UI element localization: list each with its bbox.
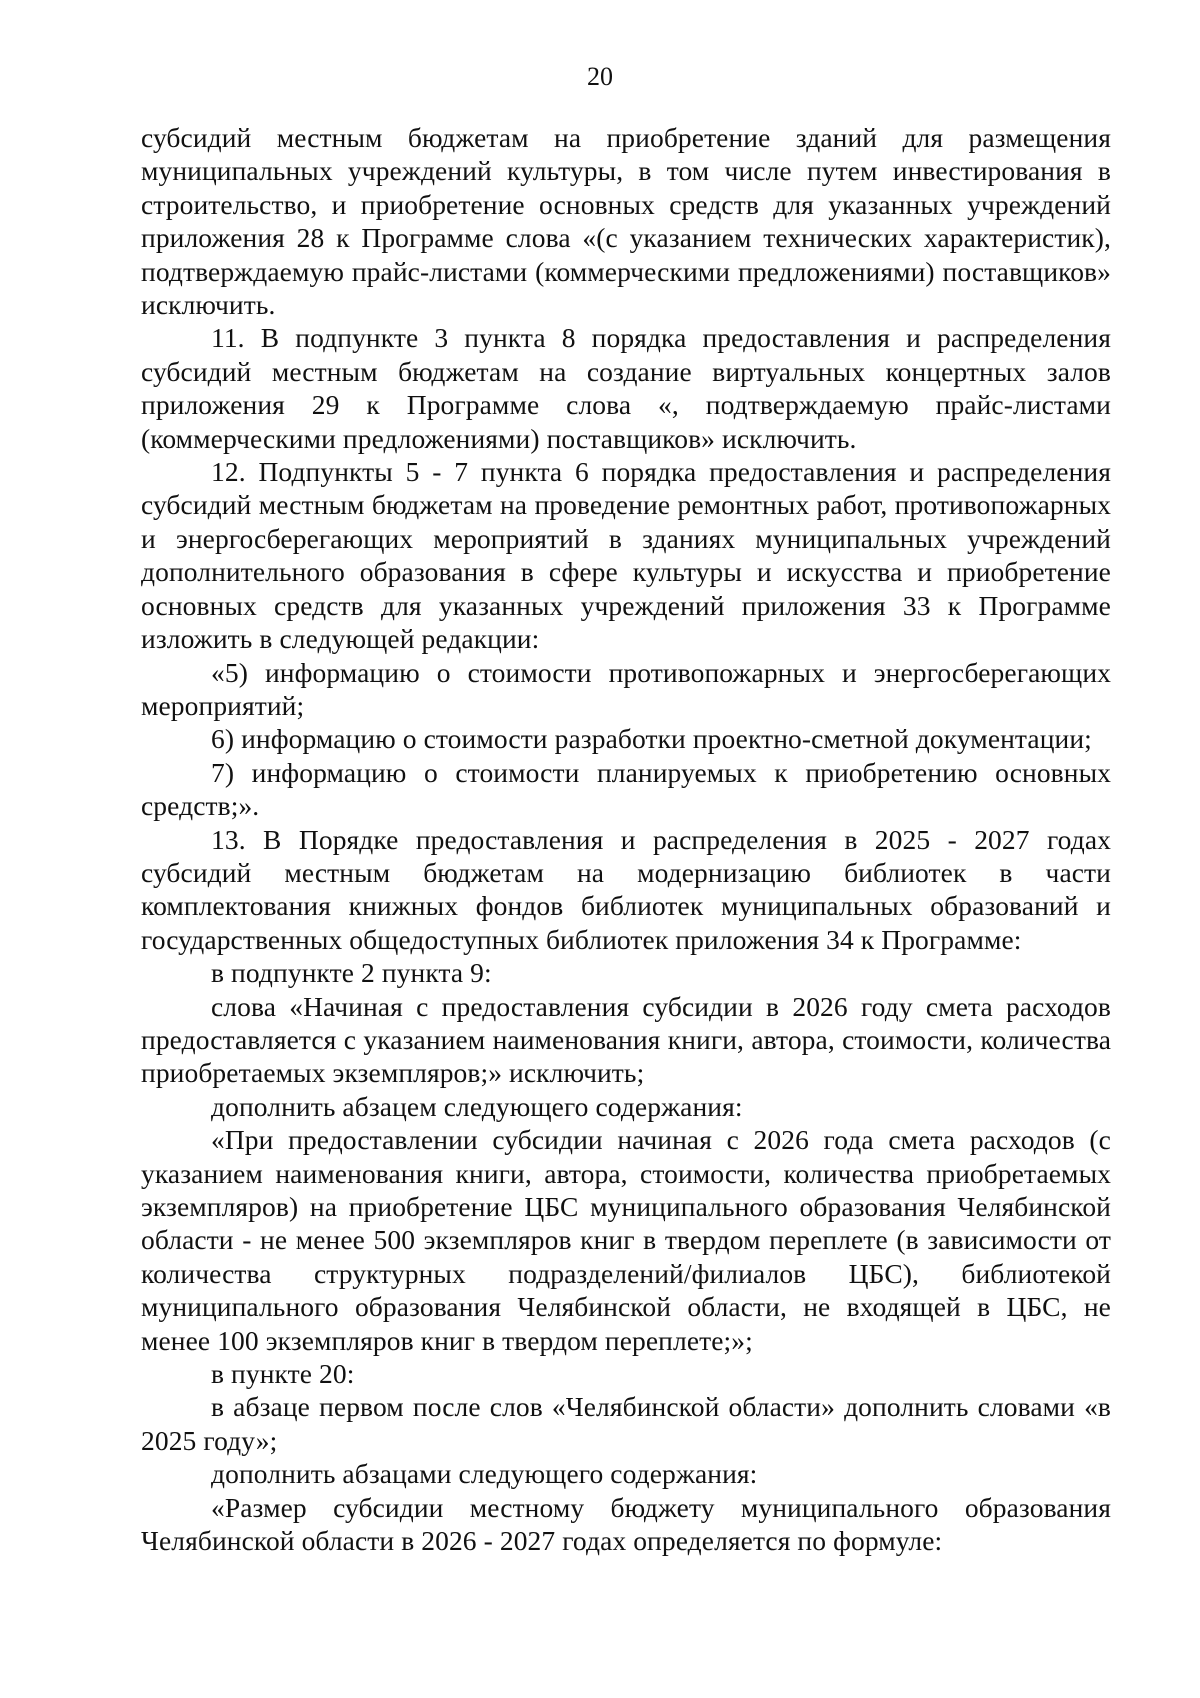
- paragraph-formula-intro: «Размер субсидии местному бюджету муниципального образования Челябинской области в 2026 - 2027 годах определяется по формуле:: [141, 1491, 1111, 1557]
- paragraph-subitem-5: «5) информацию о стоимости противопожарных и энергосберегающих мероприятий;: [141, 656, 1111, 721]
- paragraph-subitem-6: 6) информацию о стоимости разработки проектно-сметной документации;: [211, 723, 1092, 755]
- paragraph-new-clause-text: «При предоставлении субсидии начиная с 2026 года смета расходов (с указанием наименования книги, автора, стоимости, количества приобретаемых экземпляров) на приобретение ЦБС муниципального образования Челябинской области - не менее 500 экземпляров книг в твердом переплете (в зависимости от количества структурных подразделений/филиалов ЦБС), библиотекой муниципального образования Челябинской области, не входящей в ЦБС, не менее 100 экземпляров книг в твердом переплете;»;: [141, 1124, 1111, 1356]
- paragraph-subpoint-2-point-9: в подпункте 2 пункта 9:: [211, 957, 492, 989]
- paragraph-words-removal: слова «Начиная с предоставления субсидии в 2026 году смета расходов предоставляется с указанием наименования книги, автора, стоимости, количества приобретаемых экземпляров;» исключить;: [141, 990, 1111, 1089]
- paragraph-subitem-7: 7) информацию о стоимости планируемых к приобретению основных средств;».: [141, 756, 1111, 822]
- paragraph-continuation: субсидий местным бюджетам на приобретение зданий для размещения муниципальных учреждений культуры, в том числе путем инвестирования в строительство, и приобретение основных средств для указанных учреждений приложения 28 к Программе слова «(с указанием технических характеристик), подтверждаемую прайс-листами (коммерческими предложениями) поставщиков» исключить.: [141, 122, 1111, 321]
- paragraph-item-12: 12. Подпункты 5 - 7 пункта 6 порядка предоставления и распределения субсидий местным бюджетам на проведение ремонтных работ, противопожарных и энергосберегающих мероприятий в зданиях муниципальных учреждений дополнительного образования в сфере культуры и искусства и приобретение основных средств для указанных учреждений приложения 33 к Программе изложить в следующей редакции:: [141, 456, 1111, 655]
- paragraph-add-clause: дополнить абзацем следующего содержания:: [211, 1090, 743, 1122]
- paragraph-item-11: 11. В подпункте 3 пункта 8 порядка предоставления и распределения субсидий местным бюджетам на создание виртуальных концертных залов приложения 29 к Программе слова «, подтверждаемую прайс-листами (коммерческими предложениями) поставщиков» исключить.: [141, 322, 1111, 454]
- paragraph-first-clause-addition: в абзаце первом после слов «Челябинской области» дополнить словами «в 2025 году»;: [141, 1391, 1111, 1456]
- paragraph-point-20: в пункте 20:: [211, 1358, 355, 1390]
- document-body: [141, 121, 1111, 1557]
- paragraph-item-13: 13. В Порядке предоставления и распределения в 2025 - 2027 годах субсидий местным бюджетам на модернизацию библиотек в части комплектования книжных фондов библиотек муниципальных образований и государственных общедоступных библиотек приложения 34 к Программе:: [141, 823, 1111, 955]
- page-number: 20: [587, 62, 613, 91]
- paragraph-add-clauses: дополнить абзацами следующего содержания:: [211, 1458, 758, 1490]
